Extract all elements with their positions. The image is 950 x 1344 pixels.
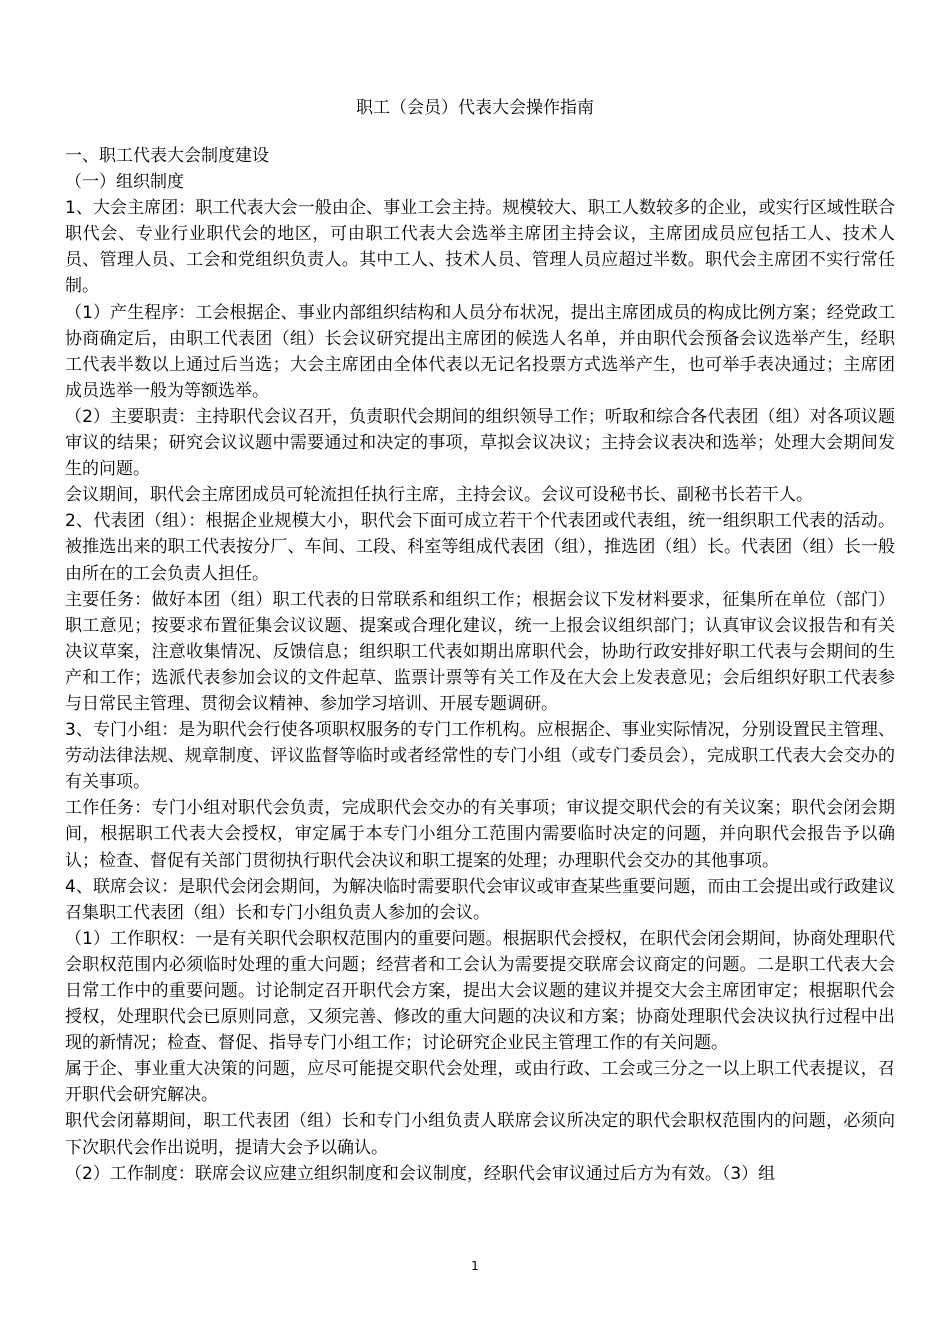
page-number: 1 <box>471 1259 479 1273</box>
paragraph: （1）产生程序：工会根据企、事业内部组织结构和人员分布状况，提出主席团成员的构成比例方案；经党政工协商确定后，由职工代表团（组）长会议研究提出主席团的候选人名单，并由职代会预备会议选举产生，经职工代表半数以上通过后当选；大会主席团由全体代表以无记名投票方式选举产生，也可举手表决通过；主席团成员选举一般为等额选举。 <box>65 302 895 401</box>
document-body <box>65 143 895 1187</box>
paragraph: （2）工作制度：联席会议应建立组织制度和会议制度，经职代会审议通过后方为有效。（3）组 <box>65 1163 776 1184</box>
paragraph: （2）主要职责：主持职代会议召开，负责职代会期间的组织领导工作；听取和综合各代表团（组）对各项议题审议的结果；研究会议议题中需要通过和决定的事项，草拟会议决议；主持会议表决和选举；处理大会期间发生的问题。 <box>65 406 895 480</box>
paragraph: 1、大会主席团：职工代表大会一般由企、事业工会主持。规模较大、职工人数较多的企业，或实行区域性联合职代会、专业行业职代会的地区，可由职工代表大会选举主席团主持会议，主席团成员应包括工人、技术人员、管理人员、工会和党组织负责人。其中工人、技术人员、管理人员应超过半数。职代会主席团不实行常任制。 <box>65 198 895 297</box>
paragraph: 会议期间，职代会主席团成员可轮流担任执行主席，主持会议。会议可设秘书长、副秘书长若干人。 <box>65 485 813 506</box>
paragraph: 主要任务：做好本团（组）职工代表的日常联系和组织工作；根据会议下发材料要求，征集所在单位（部门）职工意见；按要求布置征集会议议题、提案或合理化建议，统一上报会议组织部门；认真审议会议报告和有关决议草案，注意收集情况、反馈信息；组织职工代表如期出席职代会，协助行政安排好职工代表与会期间的生产和工作；选派代表参加会议的文件起草、监票计票等有关工作及在大会上发表意见；会后组织好职工代表参与日常民主管理、贯彻会议精神、参加学习培训、开展专题调研。 <box>65 589 895 714</box>
paragraph: 3、专门小组：是为职代会行使各项职权服务的专门工作机构。应根据企、事业实际情况，分别设置民主管理、劳动法律法规、规章制度、评议监督等临时或者经常性的专门小组（或专门委员会），完成职工代表大会交办的有关事项。 <box>65 720 895 793</box>
paragraph: 4、联席会议：是职代会闭会期间，为解决临时需要职代会审议或审查某些重要问题，而由工会提出或行政建议召集职工代表团（组）长和专门小组负责人参加的会议。 <box>65 876 895 923</box>
subsection-heading: （一）组织制度 <box>65 172 184 193</box>
paragraph: 职代会闭幕期间，职工代表团（组）长和专门小组负责人联席会议所决定的职代会职权范围内的问题，必须向下次职代会作出说明，提请大会予以确认。 <box>65 1111 895 1158</box>
document-title: 职工（会员）代表大会操作指南 <box>356 98 594 118</box>
paragraph: 属于企、事业重大决策的问题，应尽可能提交职代会处理，或由行政、工会或三分之一以上职工代表提议，召开职代会研究解决。 <box>65 1059 895 1106</box>
paragraph: 工作任务：专门小组对职代会负责，完成职代会交办的有关事项；审议提交职代会的有关议案；职代会闭会期间，根据职工代表大会授权，审定属于本专门小组分工范围内需要临时决定的问题，并向职代会报告予以确认；检查、督促有关部门贯彻执行职代会决议和职工提案的处理；办理职代会交办的其他事项。 <box>65 798 895 871</box>
paragraph: 2、代表团（组）：根据企业规模大小，职代会下面可成立若干个代表团或代表组，统一组织职工代表的活动。被推选出来的职工代表按分厂、车间、工段、科室等组成代表团（组），推选团（组）长。代表团（组）长一般由所在的工会负责人担任。 <box>65 511 895 584</box>
paragraph: （1）工作职权：一是有关职代会职权范围内的重要问题。根据职代会授权，在职代会闭会期间，协商处理职代会职权范围内必须临时处理的重大问题；经营者和工会认为需要提交联席会议商定的问题。二是职工代表大会日常工作中的重要问题。讨论制定召开职代会方案，提出大会议题的建议并提交大会主席团审定；根据职代会授权，处理职代会已原则同意，又须完善、修改的重大问题的决议和方案；协商处理职代会决议执行过程中出现的新情况；检查、督促、指导专门小组工作；讨论研究企业民主管理工作的有关问题。 <box>65 928 895 1054</box>
section-heading: 一、职工代表大会制度建设 <box>65 146 269 166</box>
